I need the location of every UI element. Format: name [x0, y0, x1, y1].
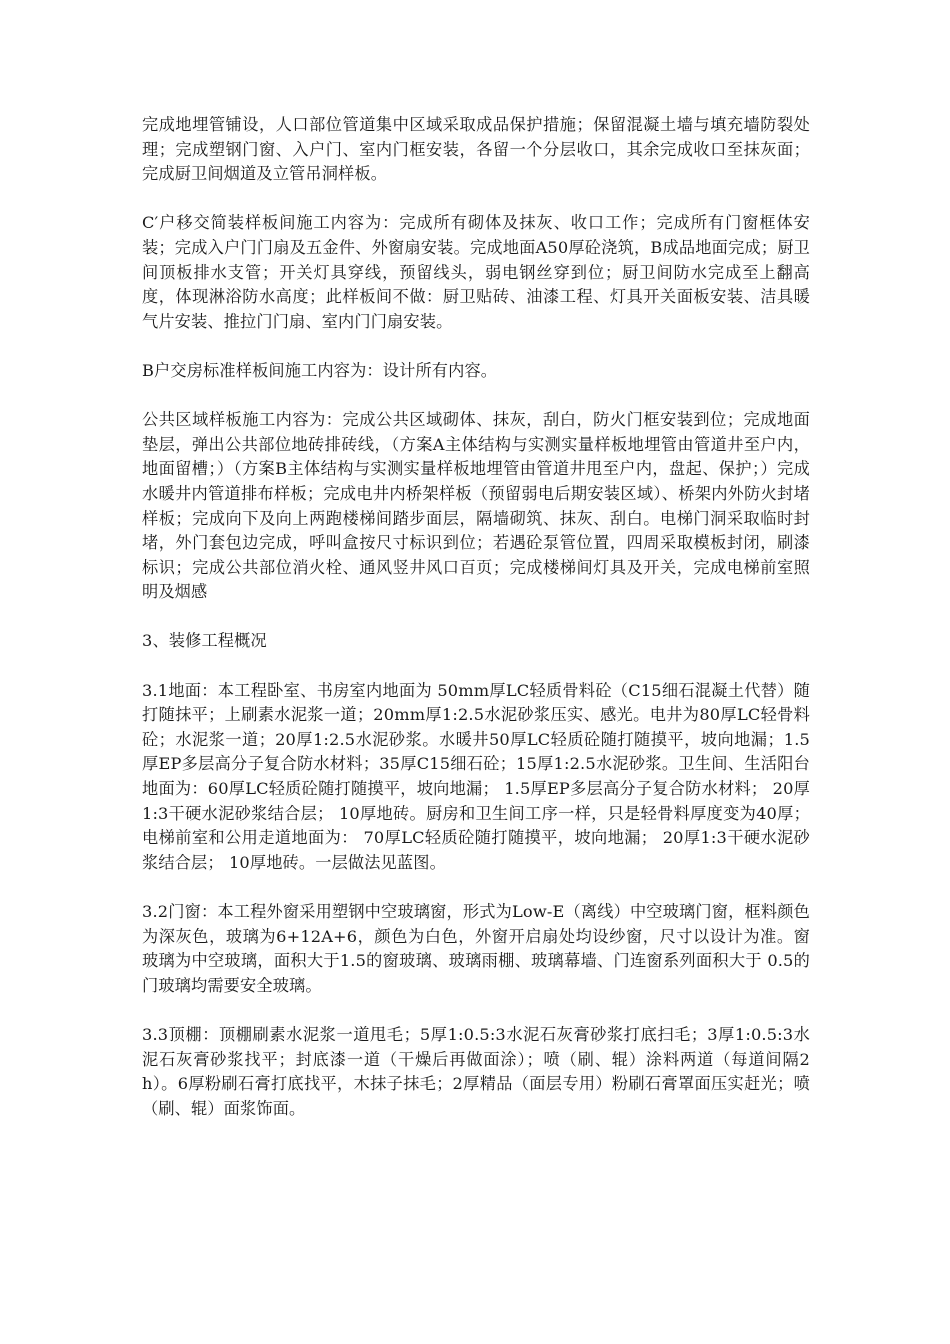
paragraph-c-unit-sample-room: C′户移交简装样板间施工内容为：完成所有砌体及抹灰、收口工作；完成所有门窗框体安装；完成入户门门扇及五金件、外窗扇安装。完成地面A50厚砼浇筑，B成品地面完成；厨卫间顶板排水支管；开关灯具穿线，预留线头，弱电钢丝穿到位；厨卫间防水完成至上翻高度，体现淋浴防水高度；此样板间不做：厨卫贴砖、油漆工程、灯具开关面板安装、洁具暖气片安装、推拉门门扇、室内门门扇安装。	[142, 213, 810, 331]
paragraph-floor: 3.1地面：本工程卧室、书房室内地面为 50mm厚LC轻质骨料砼（C15细石混凝土代替）随打随抹平；上刷素水泥浆一道；20mm厚1:2.5水泥砂浆压实、感光。电井为80厚LC轻骨料砼；水泥浆一道；20厚1:2.5水泥砂浆。水暖井50厚LC轻质砼随打随摸平，坡向地漏；1.5厚EP多层高分子复合防水材料；35厚C15细石砼；15厚1:2.5水泥砂浆。卫生间、生活阳台地面为：60厚LC轻质砼随打随摸平，坡向地漏； 1.5厚EP多层高分子复合防水材料； 20厚1:3干硬水泥砂浆结合层； 10厚地砖。厨房和卫生间工序一样，只是轻骨料厚度变为40厚；电梯前室和公用走道地面为： 70厚LC轻质砼随打随摸平，坡向地漏； 20厚1:3干硬水泥砂浆结合层； 10厚地砖。一层做法见蓝图。	[142, 680, 810, 872]
paragraph-underground-pipe: 完成地埋管铺设，人口部位管道集中区域采取成品保护措施；保留混凝土墙与填充墙防裂处理；完成塑钢门窗、入户门、室内门框安装，各留一个分层收口，其余完成收口至抹灰面；完成厨卫间烟道及立管吊洞样板。	[142, 115, 810, 184]
paragraph-doors-windows: 3.2门窗：本工程外窗采用塑钢中空玻璃窗，形式为Low-E（离线）中空玻璃门窗，框料颜色为深灰色，玻璃为6+12A+6，颜色为白色，外窗开启扇处均设纱窗，尺寸以设计为准。窗玻璃为中空玻璃，面积大于1.5的窗玻璃、玻璃雨棚、玻璃幕墙、门连窗系列面积大于 0.5的门玻璃均需要安全玻璃。	[142, 902, 810, 995]
section-heading-decoration: 3、装修工程概况	[142, 631, 267, 651]
paragraph-public-area-sample: 公共区域样板施工内容为：完成公共区域砌体、抹灰，刮白，防火门框安装到位；完成地面垫层，弹出公共部位地砖排砖线，（方案A主体结构与实测实量样板地埋管由管道井至户内，地面留槽；）（方案B主体结构与实测实量样板地埋管由管道井甩至户内，盘起、保护；）完成水暖井内管道排布样板；完成电井内桥架样板（预留弱电后期安装区域）、桥架内外防火封堵样板；完成向下及向上两跑楼梯间踏步面层，隔墙砌筑、抹灰、刮白。电梯门洞采取临时封堵，外门套包边完成，呼叫盒按尺寸标识到位；若遇砼泵管位置，四周采取模板封闭，刷漆标识；完成公共部位消火栓、通风竖井风口百页；完成楼梯间灯具及开关，完成电梯前室照明及烟感	[142, 410, 810, 602]
paragraph-b-unit-sample-room: B户交房标准样板间施工内容为：设计所有内容。	[142, 360, 498, 380]
paragraph-ceiling: 3.3顶棚：顶棚刷素水泥浆一道甩毛；5厚1:0.5:3水泥石灰膏砂浆打底扫毛；3厚1:0.5:3水泥石灰膏砂浆找平；封底漆一道（干燥后再做面涂）；喷（刷、辊）涂料两道（每道间隔2h）。6厚粉刷石膏打底找平，木抹子抹毛；2厚精品（面层专用）粉刷石膏罩面压实赶光；喷（刷、辊）面浆饰面。	[142, 1024, 810, 1118]
document-page	[142, 113, 810, 1146]
